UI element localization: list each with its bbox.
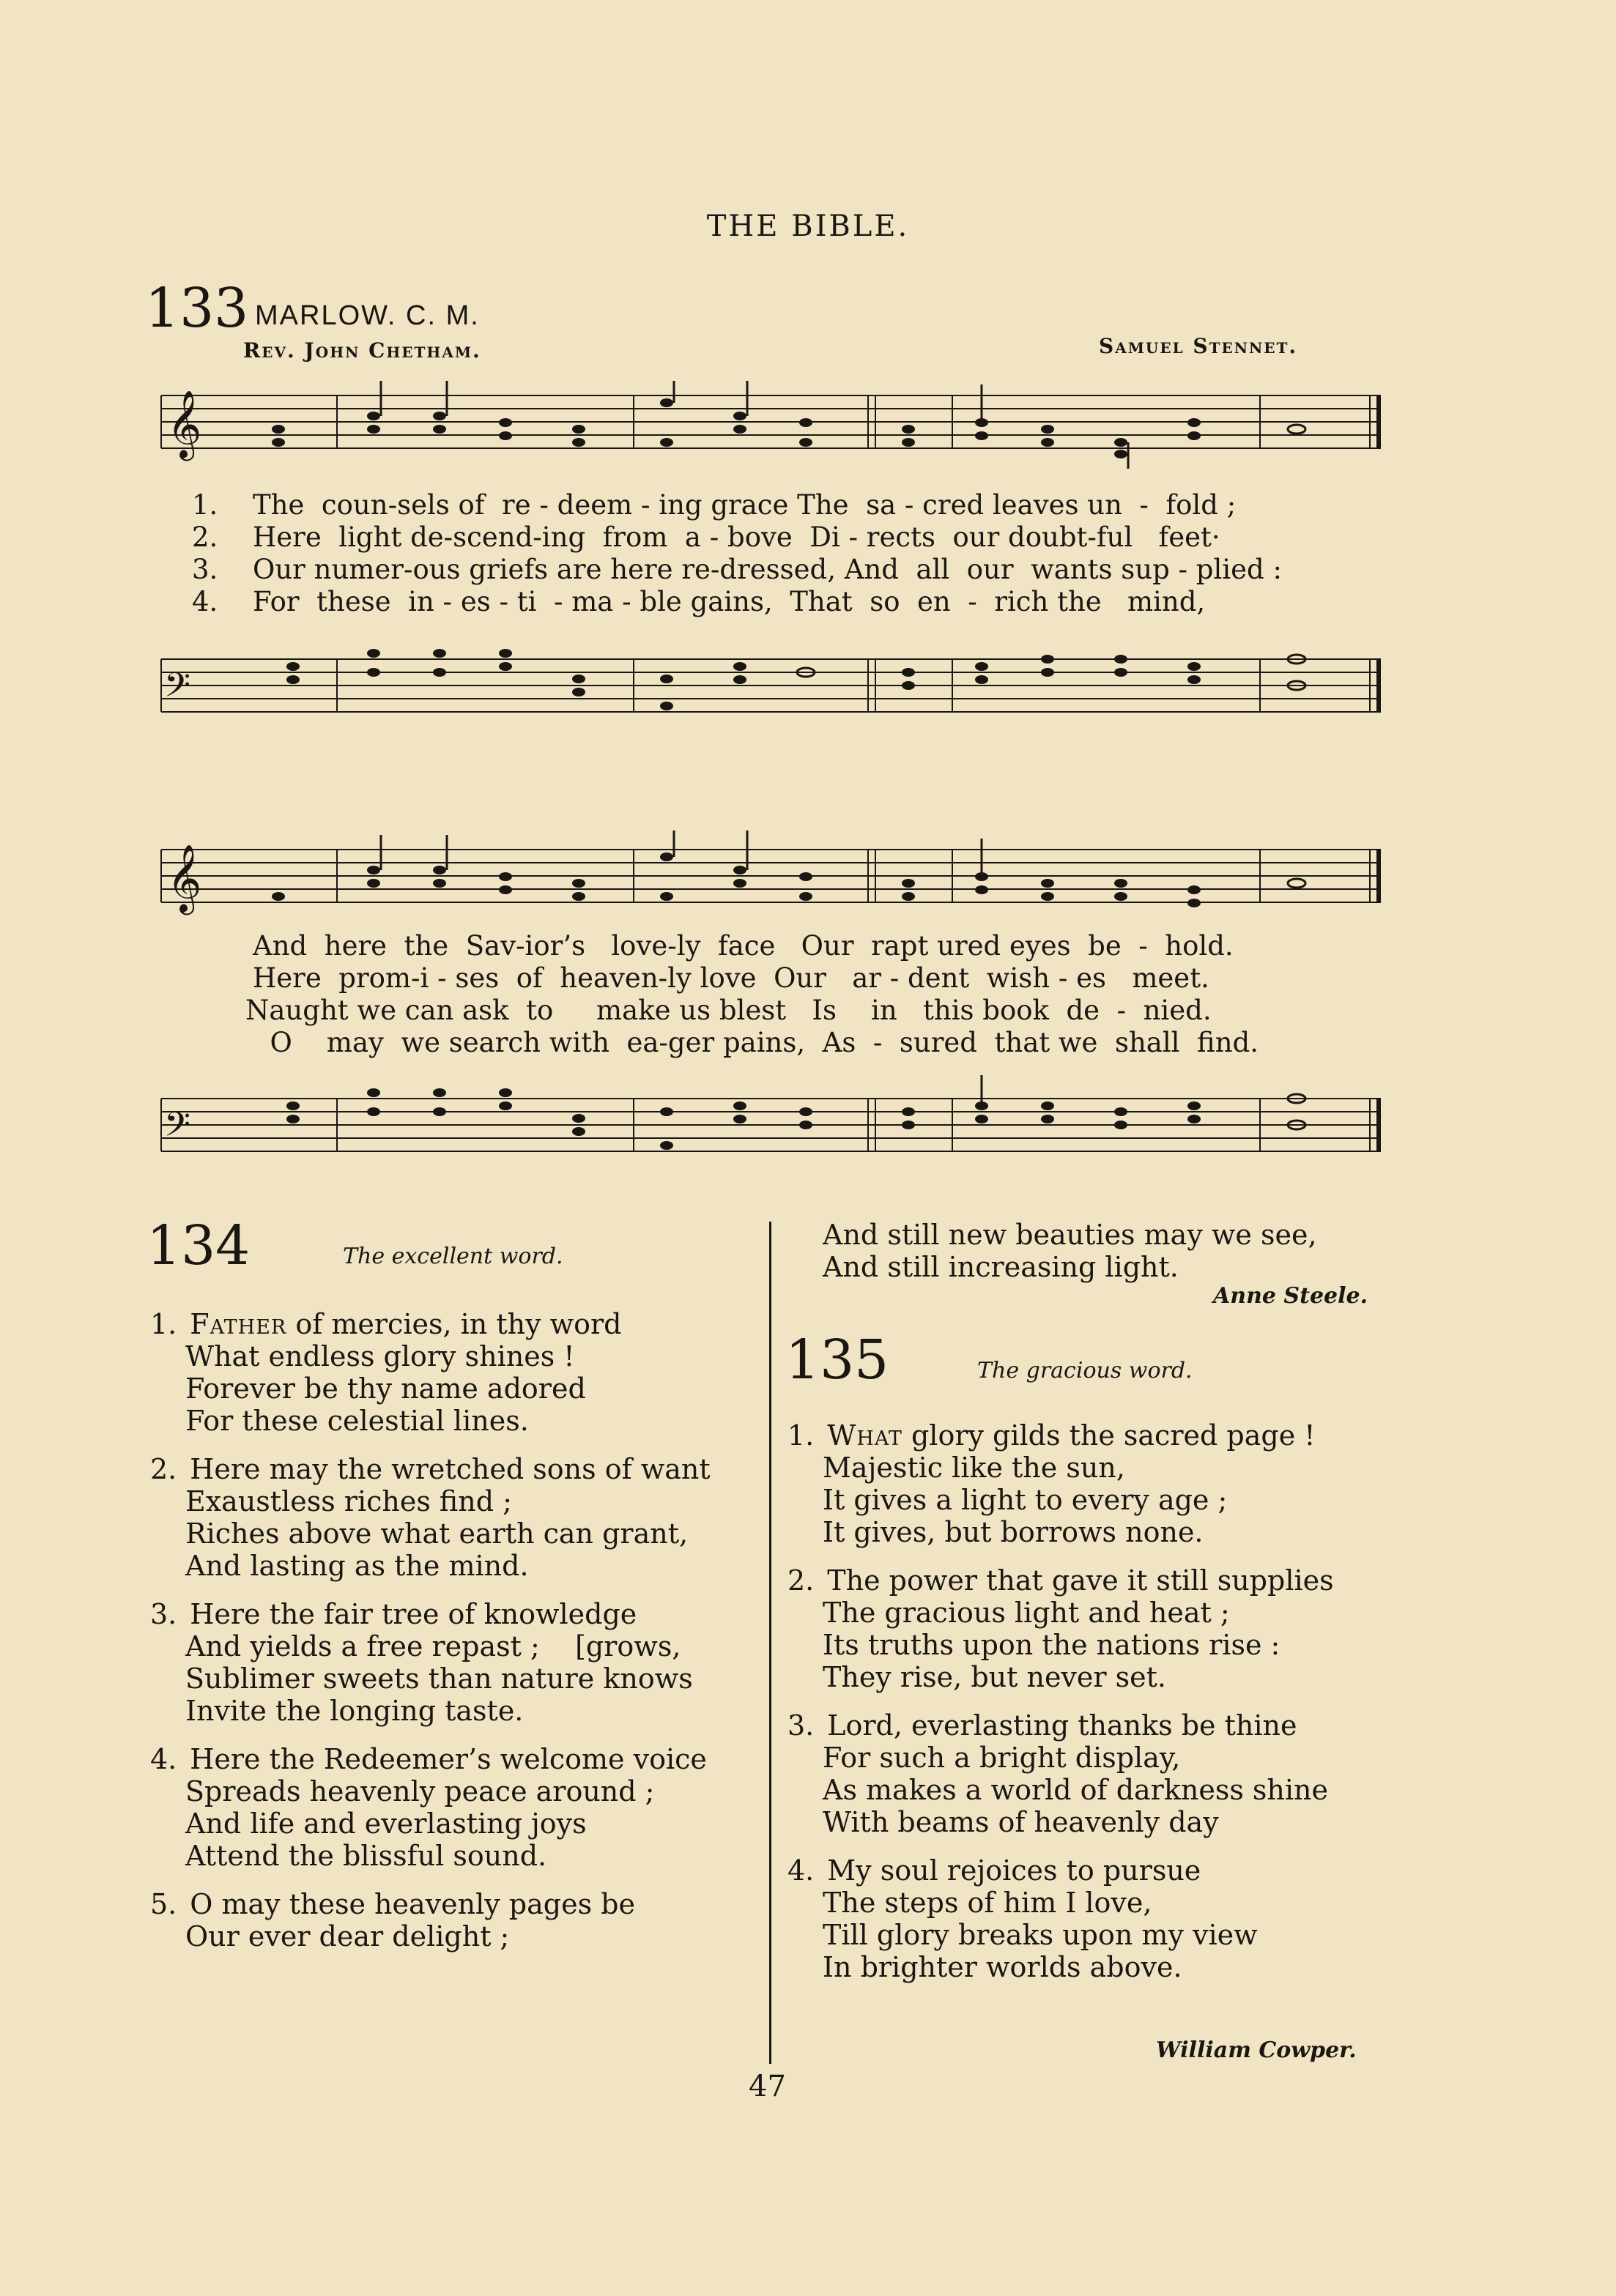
verse-text: For these celestial lines.: [185, 1405, 529, 1437]
hymn134-stanza-4-line-2: [185, 1775, 655, 1808]
hymn134-stanza-2-line-2: [185, 1485, 512, 1517]
hymn-number-134: 134: [147, 1214, 251, 1277]
column-divider: [769, 1222, 771, 2064]
svg-text:𝄞: 𝄞: [167, 844, 202, 912]
stanza-number: 1.: [787, 1419, 815, 1452]
hymn134-stanza-4-line-4: [185, 1840, 546, 1872]
hymn135-stanza-4-line-3: [823, 1919, 1258, 1951]
stanza-num-3: 3.: [192, 554, 218, 585]
stanza-number: 1.: [150, 1308, 177, 1340]
hymn134-stanza-3-line-4: [185, 1695, 523, 1727]
verse-text: It gives, but borrows none.: [823, 1516, 1204, 1548]
hymn134-stanza-5-line-2: [185, 1920, 509, 1953]
verse-text: And yields a free repast ; [grows,: [185, 1630, 681, 1662]
hymn-subtitle-135: The gracious word.: [977, 1358, 1193, 1383]
hymn134-stanza-1-line-3: [185, 1372, 586, 1405]
hymn134-stanza-1-line-2: [185, 1340, 575, 1372]
hymn135-stanza-2-line-1: [787, 1564, 1334, 1597]
hymn135-stanza-3-line-1: [787, 1709, 1297, 1742]
verse-text: Riches above what earth can grant,: [185, 1517, 689, 1550]
hymn135-stanza-3-line-4: [823, 1806, 1219, 1838]
hymn135-stanza-1-line-1: [787, 1419, 1316, 1452]
hymn135-stanza-2-line-4: [823, 1661, 1166, 1693]
verse-text: The gracious light and heat ;: [823, 1597, 1230, 1629]
verse-text: Lord, everlasting thanks be thine: [827, 1709, 1297, 1742]
verse-text: The power that gave it still supplies: [827, 1564, 1334, 1597]
verse-text: Spreads heavenly peace around ;: [185, 1775, 655, 1808]
hymn134-stanza-1-line-4: [185, 1405, 529, 1437]
verse-text: My soul rejoices to pursue: [827, 1854, 1201, 1887]
verse-text: For such a bright display,: [823, 1742, 1181, 1774]
hymn134-stanza-3-line-2: [185, 1630, 681, 1662]
verse-text: Here the fair tree of knowledge: [190, 1598, 637, 1630]
lyric-line-2: Here light de-scend-ing from a - bove Di - rects our doubt-ful feet·: [253, 521, 1220, 553]
lyric-line-6: Here prom-i - ses of heaven-ly love Our ar - dent wish - es meet.: [253, 962, 1209, 994]
lyric-line-1: The coun-sels of re - deem - ing grace The sa - cred leaves un - fold ;: [253, 489, 1237, 521]
verse-text: Forever be thy name adored: [185, 1372, 586, 1405]
verse-text: As makes a world of darkness shine: [823, 1774, 1328, 1806]
verse-text: Its truths upon the nations rise :: [823, 1629, 1280, 1661]
svg-text:𝄢: 𝄢: [164, 666, 191, 713]
composer-credit: Rev. John Chetham.: [243, 338, 481, 363]
verse-text: Here the Redeemer’s welcome voice: [190, 1743, 707, 1775]
stanza-number: 3.: [787, 1709, 815, 1742]
hymn134-stanza-4-line-3: [185, 1808, 587, 1840]
hymn134-stanza-5-line-3: [823, 1219, 1317, 1251]
hymn-subtitle-134: The excellent word.: [343, 1244, 563, 1269]
lyric-line-7: Naught we can ask to make us blest Is in this book de - nied.: [245, 995, 1212, 1026]
author-credit: Samuel Stennet.: [1099, 334, 1298, 358]
stanza-num-4: 4.: [192, 586, 218, 617]
verse-text: Till glory breaks upon my view: [823, 1919, 1258, 1951]
stanza-number: 2.: [150, 1453, 177, 1485]
hymn135-stanza-4-line-4: [823, 1951, 1182, 1983]
verse-text: Sublimer sweets than nature knows: [185, 1662, 693, 1695]
lyric-line-8: O may we search with ea-ger pains, As - sured that we shall find.: [253, 1027, 1259, 1058]
verse-text: Exaustless riches find ;: [185, 1485, 512, 1517]
page-header: THE BIBLE.: [706, 209, 910, 243]
hymn134-stanza-3-line-1: [150, 1598, 637, 1630]
tune-name: MARLOW. C. M.: [255, 300, 480, 331]
verse-text: And life and everlasting joys: [185, 1808, 587, 1840]
verse-text: In brighter worlds above.: [823, 1951, 1182, 1983]
hymn134-stanza-4-line-1: [150, 1743, 707, 1775]
hymn134-stanza-1-line-1: [150, 1308, 622, 1340]
verse-text: Here may the wretched sons of want: [190, 1453, 711, 1485]
hymn135-stanza-1-line-4: [823, 1516, 1204, 1548]
treble-staff-2: [154, 820, 1392, 937]
verse-text: And still increasing light.: [823, 1251, 1179, 1283]
hymn135-stanza-2-line-2: [823, 1597, 1230, 1629]
hymn134-stanza-5-line-1: [150, 1888, 635, 1920]
stanza-number: 4.: [787, 1854, 815, 1887]
verse-text: It gives a light to every age ;: [823, 1484, 1228, 1516]
verse-text: glory gilds the sacred page !: [902, 1419, 1316, 1452]
stanza-number: 5.: [150, 1888, 177, 1920]
verse-text: What endless glory shines !: [185, 1340, 575, 1372]
author-william-cowper: William Cowper.: [1156, 2037, 1357, 2063]
stanza-first-word: Father: [190, 1308, 287, 1340]
verse-text: And still new beauties may we see,: [823, 1219, 1317, 1251]
stanza-num-1: 1.: [192, 489, 218, 521]
stanza-number: 2.: [787, 1564, 815, 1597]
verse-text: With beams of heavenly day: [823, 1806, 1219, 1838]
verse-text: Majestic like the sun,: [823, 1452, 1125, 1484]
verse-text: Our ever dear delight ;: [185, 1920, 510, 1953]
svg-text:𝄢: 𝄢: [164, 1105, 191, 1153]
lyric-line-4: For these in - es - ti - ma - ble gains, That so en - rich the mind,: [253, 586, 1206, 617]
stanza-number: 3.: [150, 1598, 177, 1630]
hymn134-stanza-5-line-4: [823, 1251, 1179, 1283]
hymn135-stanza-3-line-2: [823, 1742, 1180, 1774]
stanza-num-2: 2.: [192, 521, 218, 553]
svg-text:𝄞: 𝄞: [167, 390, 202, 458]
verse-text: Attend the blissful sound.: [185, 1840, 547, 1872]
verse-text: And lasting as the mind.: [185, 1550, 529, 1582]
hymn134-stanza-2-line-4: [185, 1550, 529, 1582]
hymn135-stanza-1-line-2: [823, 1452, 1125, 1484]
bass-staff-2: [154, 1069, 1392, 1164]
hymn135-stanza-4-line-2: [823, 1887, 1152, 1919]
bass-staff-1: [154, 630, 1392, 725]
author-anne-steele: Anne Steele.: [1213, 1283, 1368, 1309]
hymn134-stanza-2-line-3: [185, 1517, 688, 1550]
hymn-number-135: 135: [785, 1329, 889, 1392]
verse-text: Invite the longing taste.: [185, 1695, 524, 1727]
hymn134-stanza-3-line-3: [185, 1662, 693, 1695]
verse-text: They rise, but never set.: [823, 1661, 1166, 1693]
verse-text: O may these heavenly pages be: [190, 1888, 635, 1920]
lyric-line-5: And here the Sav-ior’s love-ly face Our rapt ured eyes be - hold.: [253, 930, 1234, 962]
verse-text: The steps of him I love,: [823, 1887, 1152, 1919]
stanza-first-word: What: [827, 1419, 902, 1452]
verse-text: of mercies, in thy word: [286, 1308, 622, 1340]
hymn134-stanza-2-line-1: [150, 1453, 711, 1485]
page-number: 47: [749, 2070, 786, 2103]
hymn135-stanza-3-line-3: [823, 1774, 1328, 1806]
hymn135-stanza-2-line-3: [823, 1629, 1280, 1661]
hymn135-stanza-1-line-3: [823, 1484, 1227, 1516]
stanza-number: 4.: [150, 1743, 177, 1775]
hymn135-stanza-4-line-1: [787, 1854, 1201, 1887]
lyric-line-3: Our numer-ous griefs are here re-dressed, And all our wants sup - plied :: [253, 554, 1282, 585]
hymn-number-133: 133: [145, 277, 249, 340]
